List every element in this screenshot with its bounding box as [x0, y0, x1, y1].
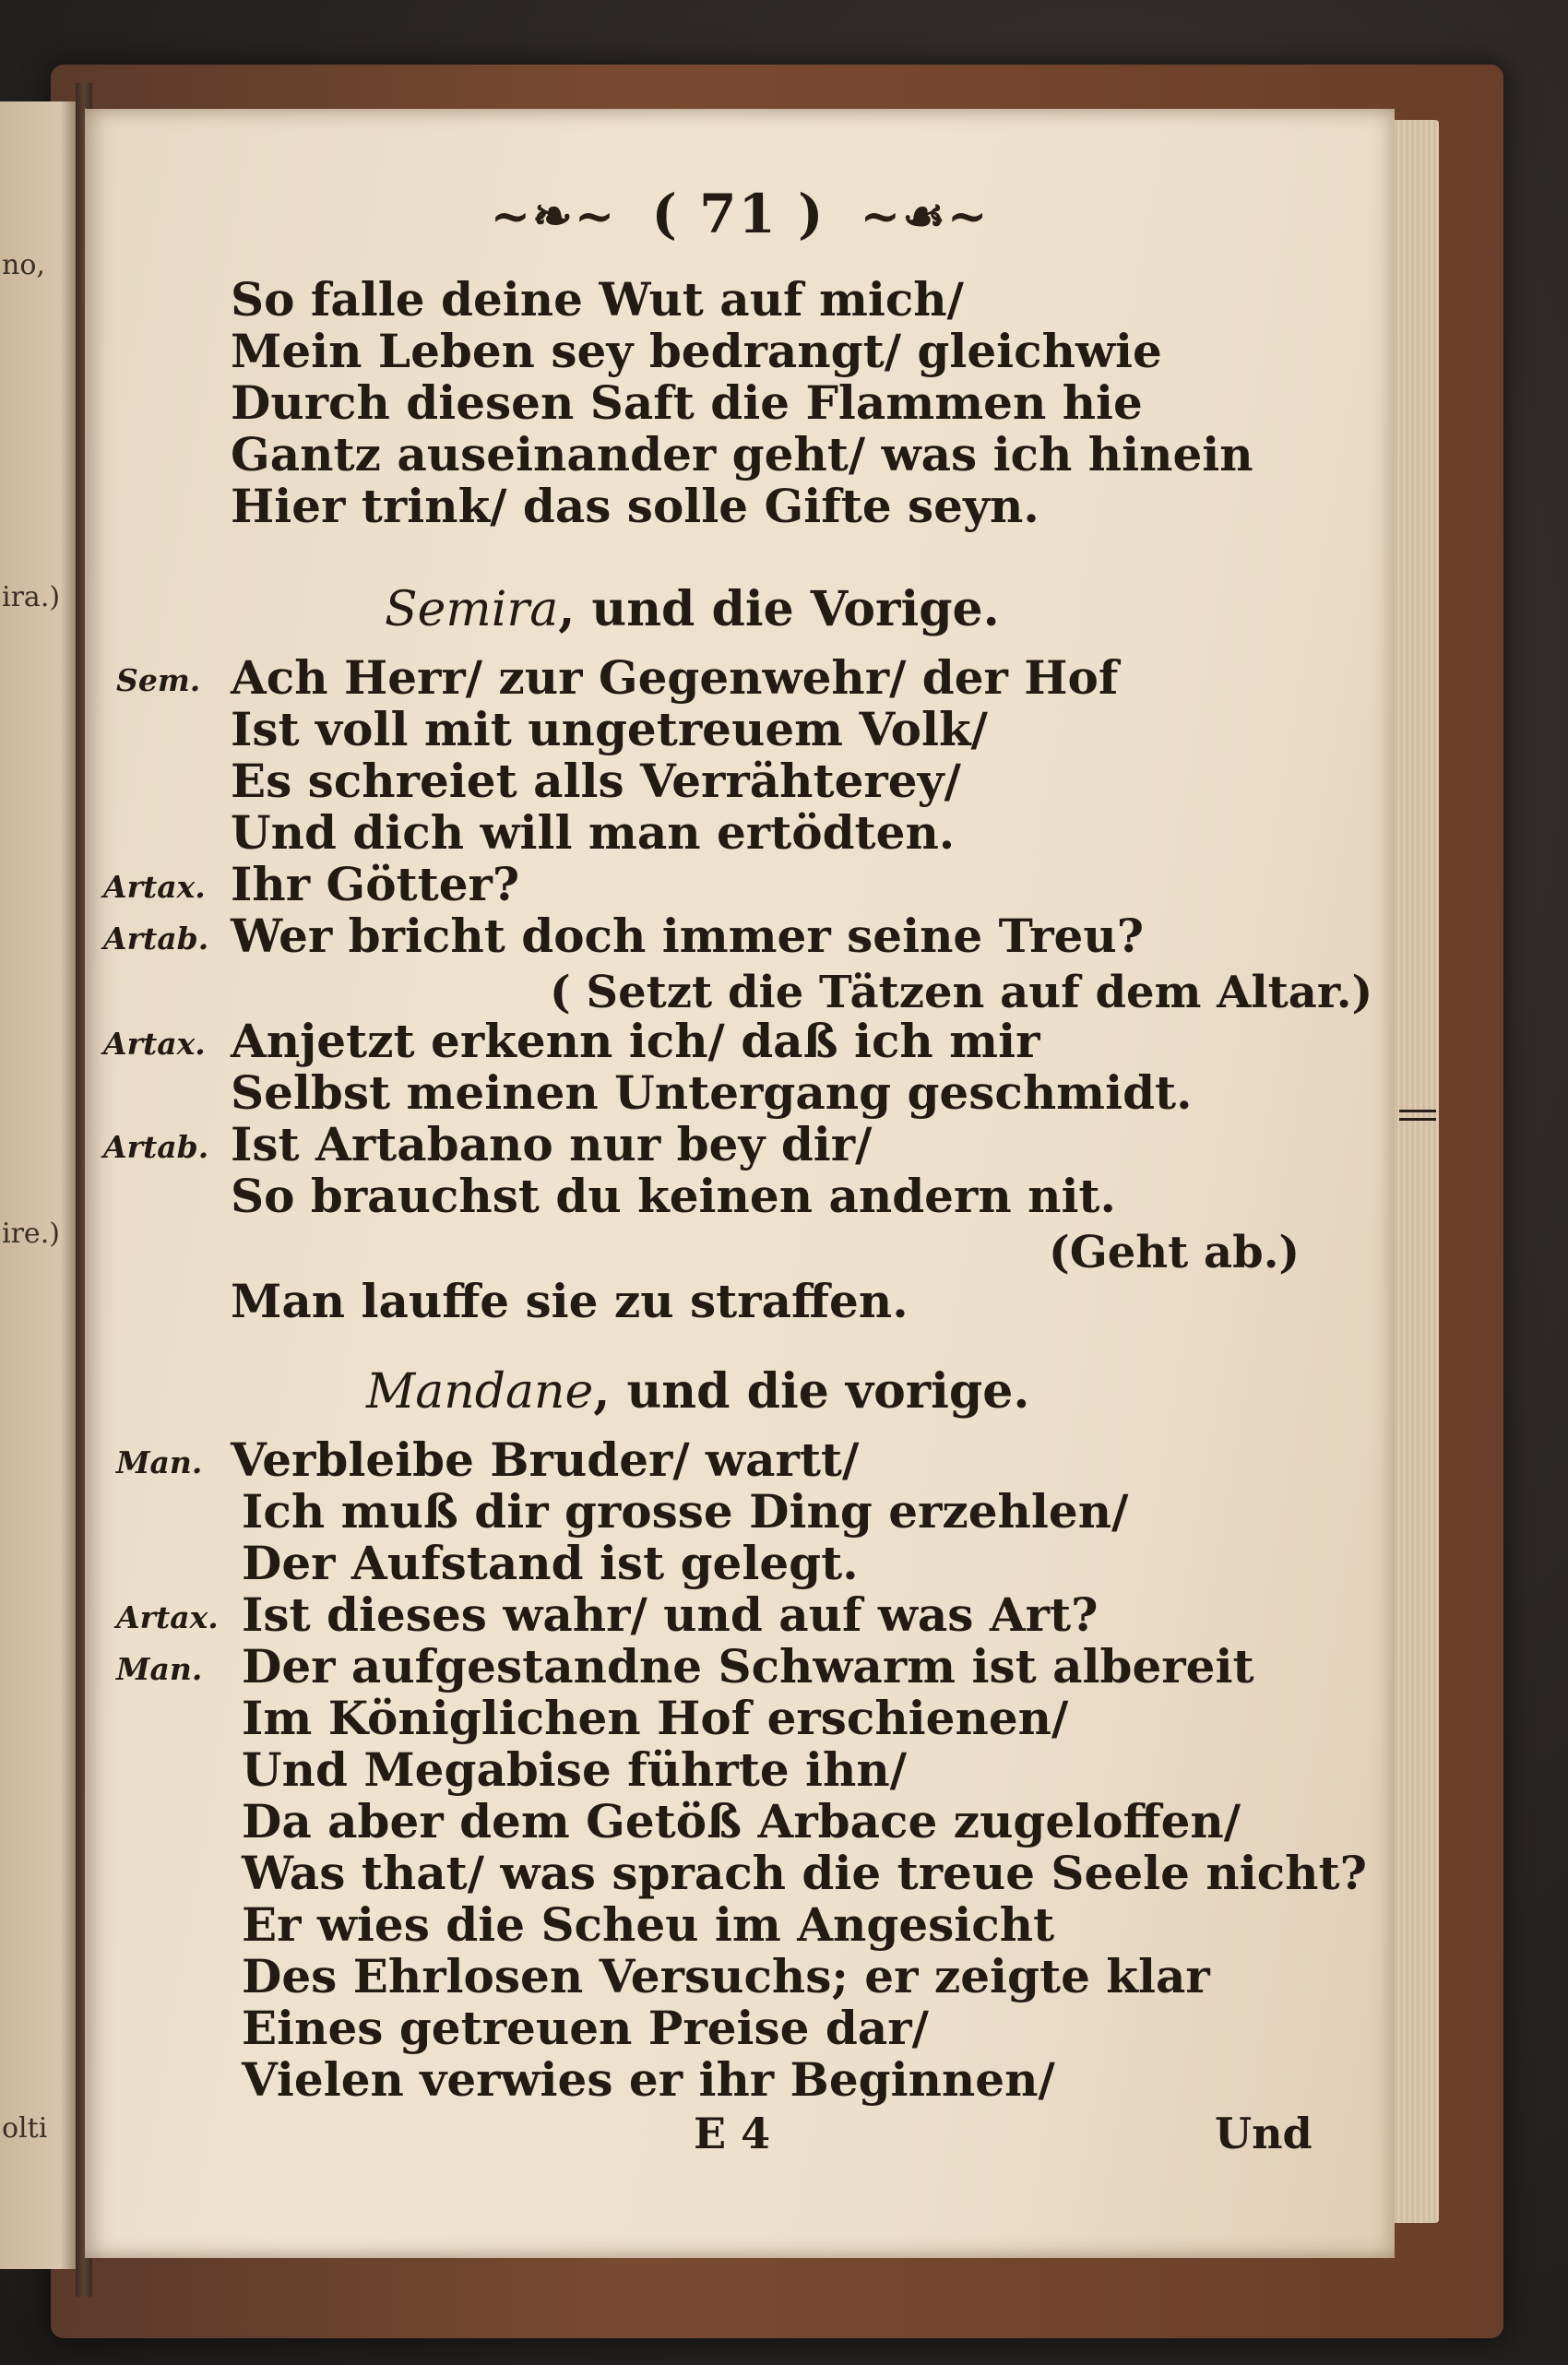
- verse-line: Anjetzt erkenn ich/ daß ich mir: [231, 1014, 1040, 1068]
- right-page: [85, 109, 1395, 2258]
- speaker-label: Artab.: [103, 1129, 209, 1165]
- verse-line: Ich muß dir grosse Ding erzehlen/: [242, 1484, 1129, 1539]
- scene-heading-rest: , und die Vorige.: [558, 581, 1000, 637]
- ornament-left-icon: ~❧~: [490, 188, 617, 244]
- catchword: Und: [1215, 2109, 1313, 2158]
- speaker-label: Man.: [116, 1651, 203, 1687]
- verse-line: Und dich will man ertödten.: [231, 805, 956, 860]
- verse-line: Er wies die Scheu im Angesicht: [242, 1897, 1055, 1952]
- verse-line: Ist Artabano nur bey dir/: [231, 1117, 873, 1171]
- verse-line: Selbst meinen Untergang geschmidt.: [231, 1065, 1193, 1120]
- left-page: [0, 101, 76, 2269]
- scene-character-name: Semira: [385, 582, 559, 637]
- verse-line: Ist dieses wahr/ und auf was Art?: [242, 1587, 1099, 1642]
- verse-line: Der Aufstand ist gelegt.: [242, 1536, 859, 1590]
- speaker-label: Artax.: [103, 869, 206, 905]
- page-edges: [1388, 120, 1439, 2223]
- left-page-fragment: no,: [2, 249, 45, 281]
- verse-line: Der aufgestandne Schwarm ist albereit: [242, 1639, 1254, 1694]
- verse-line: Mein Leben sey bedrangt/ gleichwie: [231, 324, 1162, 378]
- verse-line: Ihr Götter?: [231, 857, 520, 911]
- verse-line: Wer bricht doch immer seine Treu?: [231, 909, 1145, 963]
- verse-line: Da aber dem Getöß Arbace zugeloffen/: [242, 1794, 1241, 1848]
- page-text: [85, 109, 1395, 2258]
- verse-line: Verbleibe Bruder/ wartt/: [231, 1432, 860, 1487]
- signature-mark: E 4: [694, 2109, 771, 2158]
- scene-heading-rest: , und die vorige.: [593, 1363, 1030, 1420]
- verse-line: Was that/ was sprach die treue Seele nicht?: [242, 1846, 1367, 1900]
- verse-line: Hier trink/ das solle Gifte seyn.: [231, 479, 1039, 533]
- verse-line: Ach Herr/ zur Gegenwehr/ der Hof: [231, 650, 1119, 705]
- verse-line: So brauchst du keinen andern nit.: [231, 1169, 1116, 1223]
- stage-direction: (Geht ab.): [1049, 1227, 1301, 1278]
- stage-direction: ( Setzt die Tätzen auf dem Altar.): [550, 967, 1373, 1018]
- scene-heading: [366, 1363, 1029, 1420]
- left-page-fragment: olti: [2, 2112, 48, 2145]
- left-page-fragment: ire.): [2, 1218, 60, 1250]
- speaker-label: Man.: [116, 1444, 203, 1480]
- ornament-right-icon: ~☙~: [860, 188, 990, 244]
- speaker-label: Artax.: [103, 1026, 206, 1062]
- verse-line: Vielen verwies er ihr Beginnen/: [242, 2052, 1055, 2107]
- left-page-fragment: ira.): [2, 581, 61, 613]
- margin-mark: [1399, 1110, 1436, 1121]
- verse-line: Im Königlichen Hof erschienen/: [242, 1691, 1069, 1745]
- speaker-label: Artab.: [103, 921, 209, 957]
- verse-line: Durch diesen Saft die Flammen hie: [231, 375, 1143, 430]
- scene-character-name: Mandane: [366, 1364, 594, 1420]
- verse-line: Des Ehrlosen Versuchs; er zeigte klar: [242, 1949, 1210, 2003]
- page-header: [85, 183, 1395, 245]
- verse-line: Es schreiet alls Verrähterey/: [231, 754, 961, 808]
- verse-line: Gantz auseinander geht/ was ich hinein: [231, 427, 1253, 481]
- verse-line: So falle deine Wut auf mich/: [231, 272, 964, 327]
- scene-heading: [385, 581, 1000, 637]
- verse-line: Und Megabise führte ihn/: [242, 1742, 907, 1797]
- verse-line: Man lauffe sie zu straffen.: [231, 1274, 909, 1328]
- verse-line: Eines getreuen Preise dar/: [242, 2001, 929, 2055]
- page-number: ( 71 ): [651, 183, 826, 245]
- verse-line: Ist voll mit ungetreuem Volk/: [231, 702, 988, 756]
- speaker-label: Artax.: [116, 1599, 219, 1635]
- speaker-label: Sem.: [116, 662, 201, 698]
